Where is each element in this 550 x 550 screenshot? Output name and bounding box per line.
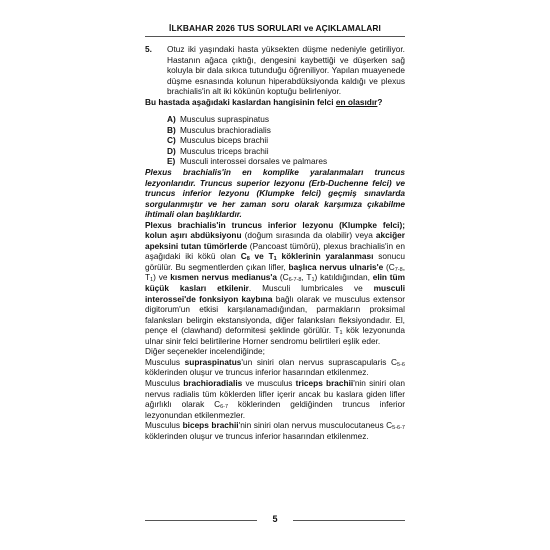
question-prompt (145, 97, 405, 108)
explanation-paragraph-3 (145, 357, 405, 378)
subscript: 1 (339, 330, 343, 337)
explanation-paragraph-2: Diğer seçenekler incelendiğinde; (145, 346, 265, 357)
question-block (145, 44, 405, 97)
bold-text: triceps brachii (295, 377, 354, 388)
body-text: ) ve (153, 272, 171, 283)
body-text: (doğum sırasında da olabilir) veya (241, 230, 376, 241)
body-text: Musculus (145, 356, 185, 367)
option-c (167, 135, 405, 146)
prompt-emphasis: en olasıdır (335, 96, 378, 107)
bold-text: supraspinatus (184, 356, 242, 367)
bold-text: elin tüm küçük kasları etkilenir (145, 272, 406, 294)
question-stem: Otuz iki yaşındaki hasta yüksekten düşme nedeniyle getiriliyor. Hastanın ağaca çıktığı, dengesini kaybettiği ve düşerken sağ koluyla bir dala sıkıca tutunduğu öğreniliyor. Yapılan muayenede düşme esnasında kolunun hiperabdüksiyonda kaldığı ve plexus brachialis'in alt iki kökünün koptuğu belirleniyor. (167, 44, 405, 97)
explanation-paragraph-5 (145, 420, 405, 441)
explanation-paragraph-1 (145, 220, 405, 347)
header-divider (145, 36, 405, 37)
explanation-heading: Plexus brachialis'in en komplike yaralanmaları truncus lezyonlarıdır. Truncus superior lezyonu (Erb-Duchenne felci) ve truncus inferior lezyonu (Klumpke felci) geçmiş sınavlarda sorgulanmıştır ve her zaman soru olarak karşımıza çıkabilme ihtimali olan başlıklardır. (145, 167, 405, 220)
bold-text: akciğer apeksini tutan tümörlerde (145, 230, 405, 251)
option-text: Musculi interossei dorsales ve palmares (180, 156, 328, 167)
option-letter: E) (167, 156, 176, 167)
footer-divider-right (293, 520, 405, 521)
option-letter: D) (167, 145, 176, 156)
body-text: kök lezyonunda ulnar sinir felci belirtilerine Horner sendromu belirtileri eşlik eder. (145, 325, 405, 346)
question-number: 5. (145, 44, 152, 54)
body-text: . Musculi lumbricales ve (248, 283, 374, 294)
footer-divider-left (145, 520, 257, 521)
bold-text: başlıca nervus ulnaris'e (288, 261, 384, 272)
subscript: 6-7-8 (288, 277, 302, 284)
prompt-text: Bu hastada aşağıdaki kaslardan hangisinin felci (145, 96, 336, 107)
bold-text: musculi interossei'de fonksiyon kaybına (145, 283, 405, 304)
bold-text: ve T (249, 251, 274, 262)
subscript: 6-7 (220, 404, 229, 411)
page-number: 5 (272, 514, 278, 524)
running-header: İLKBAHAR 2026 TUS SORULARI ve AÇIKLAMALARI (169, 23, 381, 33)
bold-text: kısmen nervus medianus'a (170, 272, 278, 283)
bold-text: C (240, 251, 247, 262)
option-e (167, 156, 405, 167)
body-text: (C (277, 272, 289, 283)
option-d (167, 146, 405, 157)
body-text: sonucu görülür. Bu segmentlerden çıkan lifler, (145, 251, 405, 272)
subscript: 1 (311, 277, 315, 284)
body-text: ) katıldığından, (314, 272, 373, 283)
main-content (145, 44, 405, 441)
body-text: bağlı olarak ve musculus extensor digitorum'un etkisi karşılanamadığından, parmakların proksimal falanksları belirgin ekstansiyonda, diğer falanksları fleksiyondadır. El, pençe el (clawhand) deformitesi şeklinde görülür. T (145, 293, 405, 336)
bold-text: Plexus brachialis'in truncus inferior lezyonu (Klumpke felci); kolun aşırı abdüksiyonu (145, 219, 405, 241)
subscript: 7-8 (394, 266, 403, 273)
bold-text: biceps brachii (182, 420, 239, 431)
body-text: (Pancoast tümörü), plexus brachialis'in en aşağıdaki iki kökü olan (145, 240, 405, 262)
prompt-mark: ? (377, 96, 383, 107)
option-text: Musculus triceps brachii (180, 145, 269, 156)
subscript: 1 (150, 277, 154, 284)
body-text: Musculus (145, 420, 183, 431)
option-text: Musculus supraspinatus (180, 114, 270, 125)
body-text: , T (145, 261, 406, 283)
body-text: köklerinden geldiğinden truncus inferior lezyonundan etkilenmezler. (145, 399, 405, 420)
option-text: Musculus biceps brachii (180, 135, 269, 146)
body-text: 'un siniri olan nervus suprascapularis C (241, 356, 398, 367)
body-text: 'nin siniri olan nervus musculocutaneus C (238, 420, 393, 431)
body-text: ve musculus (242, 377, 296, 388)
body-text: 'nin siniri olan nervus radialis tüm köklerden lifler içerir ancak bu kaslara giden lifler ağırlıklı olarak C (145, 377, 405, 410)
subscript: 5-6 (397, 361, 405, 368)
body-text: köklerinden oluşur ve truncus inferior hasarından etkilenmez. (145, 430, 369, 441)
bold-text: köklerinin yaralanması (276, 251, 374, 262)
subscript: 8 (246, 256, 250, 263)
option-letter: C) (167, 135, 176, 146)
option-b (167, 125, 405, 136)
body-text: (C (383, 261, 395, 272)
option-text: Musculus brachioradialis (180, 124, 271, 135)
explanation-paragraph-4 (145, 378, 405, 420)
bold-text: brachioradialis (183, 377, 243, 388)
option-a (167, 114, 405, 125)
subscript: 5-6-7 (392, 425, 405, 432)
subscript: 1 (273, 256, 277, 263)
option-letter: B) (167, 124, 176, 135)
body-text: Musculus (145, 377, 184, 388)
body-text: , T (301, 272, 312, 283)
body-text: köklerinden oluşur ve truncus inferior hasarından etkilenmez. (145, 367, 369, 378)
option-letter: A) (167, 114, 176, 125)
answer-options (167, 114, 405, 167)
